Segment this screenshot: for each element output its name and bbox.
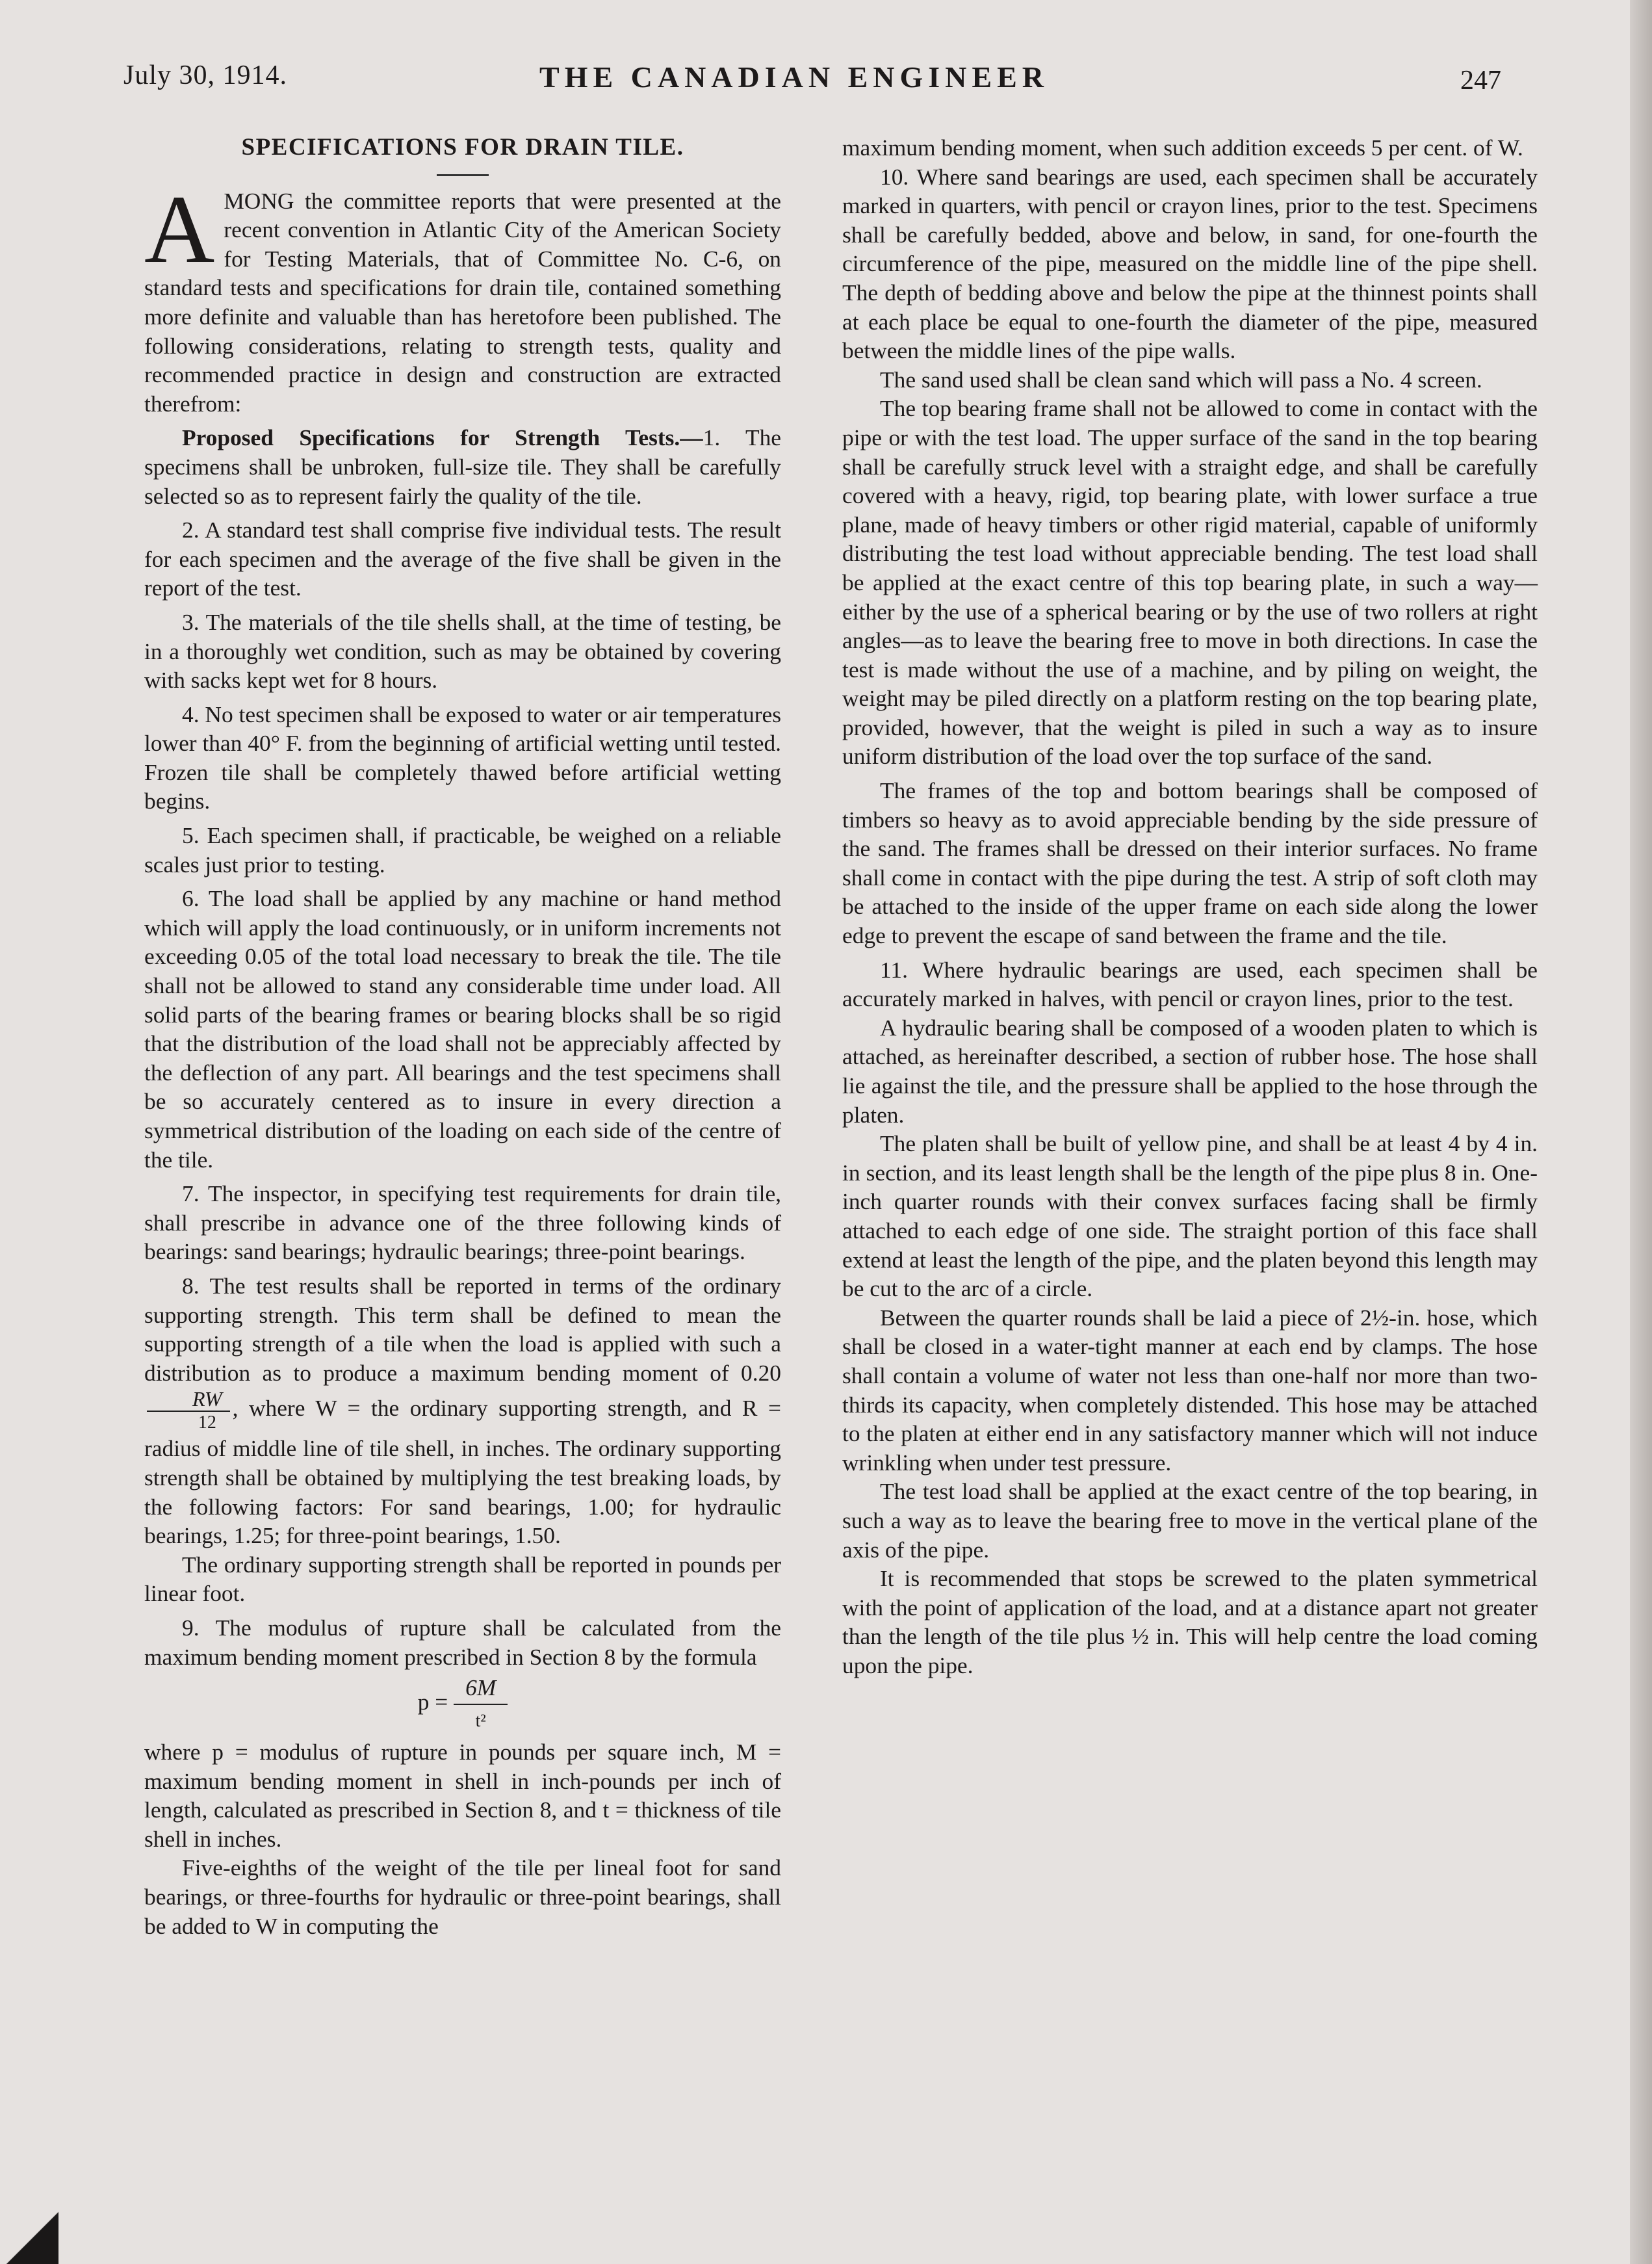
- issue-date: July 30, 1914.: [123, 60, 288, 90]
- drop-cap: A: [144, 175, 215, 283]
- running-head: [123, 60, 1521, 105]
- spec-paragraph-8: [144, 1271, 781, 1550]
- section-sidehead: Proposed Specifications for Strength Tests.—: [182, 424, 703, 451]
- spec-paragraph-11b: A hydraulic bearing shall be composed of a wooden platen to which is attached, as hereinafter described, a section of rubber hose. The hose shall lie against the tile, and the pressure shall be applied to the hose through the platen.: [842, 1014, 1538, 1128]
- spec-paragraph-6: 6. The load shall be applied by any machine or hand method which will apply the load continuously, or in uniform increments not exceeding 0.05 of the total load necessary to break the tile. The tile shall not be allowed to stand any considerable time under load. All solid parts of the bearing frames or bearing blocks shall be so rigid that the distribution of the load shall not be appreciably affected by the deflection of any part. All bearings and the test specimens shall be so accurately centered as to insure in every direction a symmetrical distribution of the loading on each side of the centre of the tile.: [144, 885, 781, 1173]
- intro-text: MONG the committee reports that were presented at the recent convention in Atlantic City of the American Society for Testing Materials, that of Committee No. C-6, on standard tests and specifications for drain tile, contained something more definite and valuable than has heretofore been published. The following considerations, relating to strength tests, quality and recommended practice in design and construction are extracted therefrom:: [144, 187, 781, 417]
- continued-paragraph: maximum bending moment, when such addition exceeds 5 per cent. of W.: [842, 135, 1523, 161]
- page-number: 247: [1460, 66, 1501, 96]
- moment-fraction-numerator: RW: [147, 1387, 230, 1412]
- page-edge-shadow: [1630, 0, 1652, 2264]
- spec-paragraph-3: 3. The materials of the tile shells shall, at the time of testing, be in a thoroughly wet condition, such as may be obtained by covering with sacks kept wet for 8 hours.: [144, 608, 781, 694]
- spec-text-8a: 8. The test results shall be reported in terms of the ordinary supporting strength. This term shall be defined to mean the supporting strength of a tile when the load is applied with such a distribution as to produce a maximum bending moment of 0.20: [144, 1272, 781, 1386]
- formula-fraction: [454, 1671, 508, 1737]
- article-headline: SPECIFICATIONS FOR DRAIN TILE.: [241, 134, 684, 161]
- formula-where-clause: where p = modulus of rupture in pounds per square inch, M = maximum bending moment in shell in inch-pounds per inch of length, calculated as prescribed in Section 8, and t = thickness of tile shell in inches.: [144, 1739, 781, 1852]
- spec-text-8b: , where W = the ordinary supporting strength, and R = radius of middle line of tile shell, in inches. The ordinary supporting strength shall be obtained by multiplying the test breaking loads, by the following factors: For sand bearings, 1.00; for hydraulic bearings, 1.25; for three-point bearings, 1.50.: [144, 1395, 781, 1549]
- spec-paragraph-5: 5. Each specimen shall, if practicable, be weighed on a reliable scales just prior to testing.: [144, 822, 781, 878]
- moment-fraction-denominator: 12: [198, 1412, 216, 1433]
- spec-paragraph-9b: Five-eighths of the weight of the tile per lineal foot for sand bearings, or three-fourths for hydraulic or three-point bearings, shall be added to W in computing the: [144, 1854, 781, 1939]
- spec-paragraph-11c: The platen shall be built of yellow pine, and shall be at least 4 by 4 in. in section, and its least length shall be the length of the pipe plus 8 in. One-inch quarter rounds with their convex surfaces facing shall be firmly attached to each edge of one side. The straight portion of this face shall extend at least the length of the pipe, and the platen beyond this length may be cut to the arc of a circle.: [842, 1130, 1538, 1302]
- intro-paragraph: [144, 175, 781, 419]
- headline-rule: [437, 174, 489, 176]
- spec-paragraph-9: 9. The modulus of rupture shall be calculated from the maximum bending moment prescribed in Section 8 by the formula: [144, 1614, 781, 1670]
- spec-paragraph-11d: Between the quarter rounds shall be laid a piece of 2½-in. hose, which shall be closed in a water-tight manner at each end by clamps. The hose shall contain a volume of water not less than one-half nor more than two-thirds its capacity, when completely distended. This hose may be attached to the platen at either end in any satisfactory manner which will not induce wrinkling when under test pressure.: [842, 1304, 1538, 1476]
- spec-paragraph-11f: It is recommended that stops be screwed to the platen symmetrical with the point of application of the load, and at a distance apart not greater than the length of the tile plus ½ in. This will help centre the load coming upon the pipe.: [842, 1565, 1538, 1678]
- page-corner-curl: [0, 2205, 58, 2264]
- formula-lhs: p =: [417, 1689, 448, 1715]
- moment-fraction: [147, 1387, 230, 1434]
- formula-numerator: 6M: [454, 1671, 508, 1705]
- rupture-formula: [144, 1671, 781, 1737]
- spec-paragraph-10: 10. Where sand bearings are used, each specimen shall be accurately marked in quarters, with pencil or crayon lines, prior to the test. Specimens shall be carefully bedded, above and below, in sand, for one-fourth the circumference of the pipe, measured on the middle line of the pipe shell. The depth of bedding above and below the pipe at the thinnest points shall at each place be equal to one-fourth the diameter of the pipe, measured between the middle lines of the pipe walls.: [842, 163, 1538, 364]
- spec-paragraph-10c: The top bearing frame shall not be allowed to come in contact with the pipe or with the test load. The upper surface of the sand in the top bearing shall be carefully struck level with a straight edge, and shall be carefully covered with a heavy, rigid, top bearing plate, with lower surface a true plane, made of heavy timbers or other rigid material, capable of uniformly distributing the test load without appreciable bending. The test load shall be applied at the exact centre of this top bearing plate, in such a way—either by the use of a spherical bearing or by the use of two rollers at right angles—as to leave the bearing free to move in both directions. In case the test is made without the use of a machine, and by piling on weight, the weight may be piled directly on a platform resting on the top bearing plate, provided, however, that the weight is piled in such a way as to insure uniform distribution of the load over the top surface of the sand.: [842, 395, 1538, 770]
- spec-paragraph-2: 2. A standard test shall comprise five individual tests. The result for each specimen and the average of the five shall be given in the report of the test.: [144, 517, 781, 601]
- spec-paragraph-11e: The test load shall be applied at the exact centre of the top bearing, in such a way as to leave the bearing free to move in the vertical plane of the axis of the pipe.: [842, 1478, 1538, 1563]
- right-column: [842, 133, 1538, 1680]
- spec-paragraph-7: 7. The inspector, in specifying test requirements for drain tile, shall prescribe in advance one of the three following kinds of bearings: sand bearings; hydraulic bearings; three-point bearings.: [144, 1180, 781, 1265]
- spec-paragraph-10b: The sand used shall be clean sand which will pass a No. 4 screen.: [880, 366, 1482, 393]
- spec-text-1: 1. The specimens shall be unbroken, full-size tile. They shall be carefully selected so as to represent fairly the quality of the tile.: [144, 424, 781, 509]
- left-column: [144, 133, 781, 1940]
- spec-paragraph-10d: The frames of the top and bottom bearings shall be composed of timbers so heavy as to avoid appreciable bending by the side pressure of the sand. The frames shall be dressed on their interior surfaces. No frame shall come in contact with the pipe during the test. A strip of soft cloth may be attached to the inside of the upper frame on each side along the lower edge to prevent the escape of sand between the frame and the tile.: [842, 777, 1538, 949]
- spec-paragraph-4: 4. No test specimen shall be exposed to water or air temperatures lower than 40° F. from the beginning of artificial wetting until tested. Frozen tile shall be completely thawed before artificial wetting begins.: [144, 701, 781, 814]
- journal-title: THE CANADIAN ENGINEER: [539, 60, 1049, 94]
- spec-paragraph-8c: The ordinary supporting strength shall be reported in pounds per linear foot.: [144, 1551, 781, 1607]
- spec-paragraph-1: [144, 423, 781, 510]
- formula-denominator: t²: [475, 1711, 486, 1732]
- spec-paragraph-11: 11. Where hydraulic bearings are used, each specimen shall be accurately marked in halves, with pencil or crayon lines, prior to the test.: [842, 956, 1538, 1012]
